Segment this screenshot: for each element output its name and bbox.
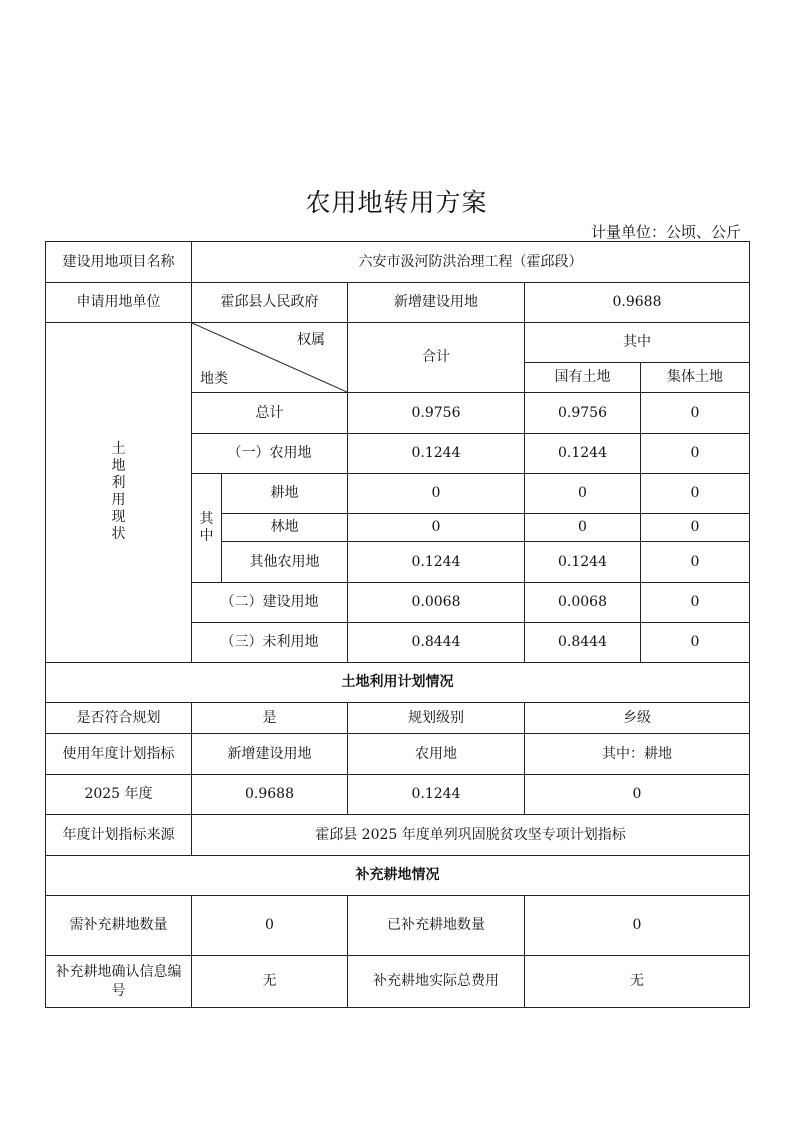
plan-level-value: 乡级 bbox=[525, 703, 750, 734]
new-land-label: 新增建设用地 bbox=[348, 283, 525, 323]
year-cultivated-value: 0 bbox=[525, 775, 750, 815]
plan-section-title: 土地利用计划情况 bbox=[46, 663, 750, 703]
cell-total: 0.0068 bbox=[348, 583, 525, 623]
col-new-land-header: 新增建设用地 bbox=[192, 734, 348, 775]
row-label-farmland: （一）农用地 bbox=[192, 434, 348, 474]
applicant-label: 申请用地单位 bbox=[46, 283, 192, 323]
row-supplement-quantity bbox=[46, 896, 750, 956]
compliance-value: 是 bbox=[192, 703, 348, 734]
row-plan-section bbox=[46, 663, 750, 703]
cell-collective: 0 bbox=[641, 393, 750, 434]
project-name-value: 六安市汲河防洪治理工程（霍邱段） bbox=[192, 242, 750, 283]
of-which-header: 其中 bbox=[525, 323, 750, 363]
supplement-section-title: 补充耕地情况 bbox=[46, 856, 750, 896]
year-new-land-value: 0.9688 bbox=[192, 775, 348, 815]
required-supplement-value: 0 bbox=[192, 896, 348, 956]
row-supplement-section bbox=[46, 856, 750, 896]
required-supplement-label: 需补充耕地数量 bbox=[46, 896, 192, 956]
row-supplement-confirm bbox=[46, 956, 750, 1008]
actual-cost-value: 无 bbox=[525, 956, 750, 1008]
row-land-header-1 bbox=[46, 323, 750, 363]
done-supplement-label: 已补充耕地数量 bbox=[348, 896, 525, 956]
cell-state: 0.8444 bbox=[525, 623, 641, 663]
cell-collective: 0 bbox=[641, 623, 750, 663]
cell-total: 0 bbox=[348, 474, 525, 514]
new-land-value: 0.9688 bbox=[525, 283, 750, 323]
cell-state: 0 bbox=[525, 514, 641, 542]
document-title: 农用地转用方案 bbox=[305, 188, 488, 217]
index-source-value: 霍邱县 2025 年度单列巩固脱贫攻坚专项计划指标 bbox=[192, 815, 750, 856]
cell-total: 0.8444 bbox=[348, 623, 525, 663]
row-label-unused-land: （三）未利用地 bbox=[192, 623, 348, 663]
row-label-forest: 林地 bbox=[222, 514, 348, 542]
cell-collective: 0 bbox=[641, 542, 750, 583]
plan-level-label: 规划级别 bbox=[348, 703, 525, 734]
compliance-label: 是否符合规划 bbox=[46, 703, 192, 734]
row-annual-index bbox=[46, 734, 750, 775]
year-label: 2025 年度 bbox=[46, 775, 192, 815]
cell-collective: 0 bbox=[641, 514, 750, 542]
state-land-header: 国有土地 bbox=[525, 363, 641, 393]
row-applicant bbox=[46, 283, 750, 323]
cell-collective: 0 bbox=[641, 474, 750, 514]
col-farmland-header: 农用地 bbox=[348, 734, 525, 775]
unit-note: 计量单位：公顷、公斤 bbox=[590, 223, 741, 241]
land-type-label: 地类 bbox=[200, 370, 228, 387]
total-header: 合计 bbox=[348, 323, 525, 393]
annual-index-label: 使用年度计划指标 bbox=[46, 734, 192, 775]
row-label-grand-total: 总计 bbox=[192, 393, 348, 434]
done-supplement-value: 0 bbox=[525, 896, 750, 956]
cell-total: 0.1244 bbox=[348, 434, 525, 474]
land-conversion-table bbox=[45, 241, 750, 1008]
row-project-name bbox=[46, 242, 750, 283]
row-label-other-farmland: 其他农用地 bbox=[222, 542, 348, 583]
cell-collective: 0 bbox=[641, 434, 750, 474]
cell-state: 0.9756 bbox=[525, 393, 641, 434]
cell-total: 0.9756 bbox=[348, 393, 525, 434]
actual-cost-label: 补充耕地实际总费用 bbox=[348, 956, 525, 1008]
cell-total: 0 bbox=[348, 514, 525, 542]
year-farmland-value: 0.1244 bbox=[348, 775, 525, 815]
ownership-label: 权属 bbox=[297, 332, 325, 348]
confirm-number-label: 补充耕地确认信息编号 bbox=[46, 956, 192, 1008]
cell-state: 0.0068 bbox=[525, 583, 641, 623]
row-year bbox=[46, 775, 750, 815]
confirm-number-value: 无 bbox=[192, 956, 348, 1008]
collective-land-header: 集体土地 bbox=[641, 363, 750, 393]
row-index-source bbox=[46, 815, 750, 856]
diagonal-header-cell bbox=[192, 323, 348, 393]
index-source-label: 年度计划指标来源 bbox=[46, 815, 192, 856]
row-compliance bbox=[46, 703, 750, 734]
land-status-section-label: 土地利用现状 bbox=[46, 323, 192, 663]
cell-total: 0.1244 bbox=[348, 542, 525, 583]
applicant-value: 霍邱县人民政府 bbox=[192, 283, 348, 323]
col-cultivated-header: 其中：耕地 bbox=[525, 734, 750, 775]
row-label-cultivated: 耕地 bbox=[222, 474, 348, 514]
cell-state: 0 bbox=[525, 474, 641, 514]
of-which-side-label: 其中 bbox=[192, 474, 222, 583]
cell-state: 0.1244 bbox=[525, 434, 641, 474]
row-label-construction-land: （二）建设用地 bbox=[192, 583, 348, 623]
cell-state: 0.1244 bbox=[525, 542, 641, 583]
project-name-label: 建设用地项目名称 bbox=[46, 242, 192, 283]
cell-collective: 0 bbox=[641, 583, 750, 623]
